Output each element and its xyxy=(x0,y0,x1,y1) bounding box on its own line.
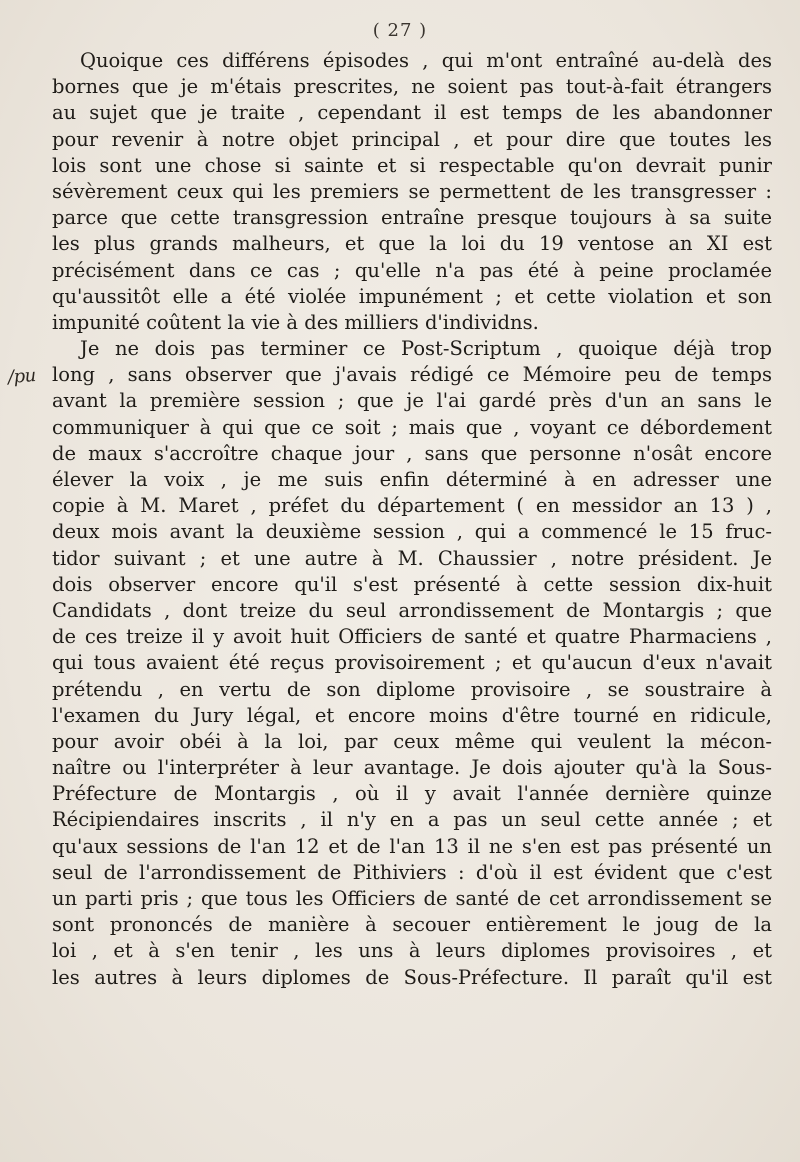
text-line: Candidats , dont treize du seul arrondissement de Montargis ; que xyxy=(52,598,772,622)
margin-annotation: /pu xyxy=(7,365,37,388)
text-line: Préfecture de Montargis , où il y avait l'année dernière quinze xyxy=(52,782,772,806)
text-line: de maux s'accroître chaque jour , sans que personne n'osât encore xyxy=(52,441,772,465)
text-line: de ces treize il y avoit huit Officiers de santé et quatre Pharmaciens , xyxy=(52,625,772,649)
text-line: qu'aux sessions de l'an 12 et de l'an 13 il ne s'en est pas présenté un xyxy=(52,834,772,858)
text-line: long , sans observer que j'avais rédigé ce Mémoire peu de temps xyxy=(52,363,772,387)
text-line: Quoique ces différens épisodes , qui m'ont entraîné au-delà des xyxy=(80,49,772,72)
text-line: qu'aussitôt elle a été violée impunément ; et cette violation et son xyxy=(52,284,772,308)
text-line: impunité coûtent la vie à des milliers d'individns. xyxy=(52,310,539,334)
text-line: les autres à leurs diplomes de Sous-Préfecture. Il paraît qu'il est xyxy=(52,965,772,989)
text-line: avant la première session ; que je l'ai gardé près d'un an sans le xyxy=(52,389,772,413)
text-line: Récipiendaires inscrits , il n'y en a pas un seul cette année ; et xyxy=(52,808,772,832)
text-line: dois observer encore qu'il s'est présenté à cette session dix-huit xyxy=(52,572,772,596)
text-line: qui tous avaient été reçus provisoirement ; et qu'aucun d'eux n'avait xyxy=(52,651,772,675)
text-line: les plus grands malheurs, et que la loi du 19 ventose an XI est xyxy=(52,232,772,256)
body-text xyxy=(52,48,772,991)
text-line: un parti pris ; que tous les Officiers de santé de cet arrondissement se xyxy=(52,887,772,910)
text-line: Je ne dois pas terminer ce Post-Scriptum , quoique déjà trop xyxy=(80,337,772,361)
text-line: copie à M. Maret , préfet du département ( en messidor an 13 ) , xyxy=(52,494,772,518)
text-line: élever la voix , je me suis enfin déterminé à en adresser une xyxy=(52,468,772,491)
text-line: tidor suivant ; et une autre à M. Chaussier , notre président. Je xyxy=(52,546,772,570)
text-line: précisément dans ce cas ; qu'elle n'a pas été à peine proclamée xyxy=(52,258,772,282)
text-line: pour revenir à notre objet principal , et pour dire que toutes les xyxy=(52,127,772,151)
text-line: bornes que je m'étais prescrites, ne soient pas tout-à-fait étrangers xyxy=(52,75,772,99)
text-line: parce que cette transgression entraîne presque toujours à sa suite xyxy=(52,206,772,230)
text-line: lois sont une chose si sainte et si respectable qu'on devrait punir xyxy=(52,153,772,177)
text-line: sont prononcés de manière à secouer entièrement le joug de la xyxy=(52,913,772,937)
text-line: loi , et à s'en tenir , les uns à leurs diplomes provisoires , et xyxy=(52,939,772,963)
text-line: deux mois avant la deuxième session , qui a commencé le 15 fruc- xyxy=(52,520,772,544)
text-line: communiquer à qui que ce soit ; mais que , voyant ce débordement xyxy=(52,415,772,439)
text-line: seul de l'arrondissement de Pithiviers : d'où il est évident que c'est xyxy=(52,860,772,884)
text-line: pour avoir obéi à la loi, par ceux même qui veulent la mécon- xyxy=(52,729,772,753)
text-line: l'examen du Jury légal, et encore moins d'être tourné en ridicule, xyxy=(52,703,772,727)
text-line: naître ou l'interpréter à leur avantage. Je dois ajouter qu'à la Sous- xyxy=(52,756,772,780)
text-line: prétendu , en vertu de son diplome provisoire , se soustraire à xyxy=(52,677,772,701)
text-line: au sujet que je traite , cependant il est temps de les abandonner xyxy=(52,101,772,125)
text-line: sévèrement ceux qui les premiers se permettent de les transgresser : xyxy=(52,179,772,203)
page-number: ( 27 ) xyxy=(372,20,428,41)
